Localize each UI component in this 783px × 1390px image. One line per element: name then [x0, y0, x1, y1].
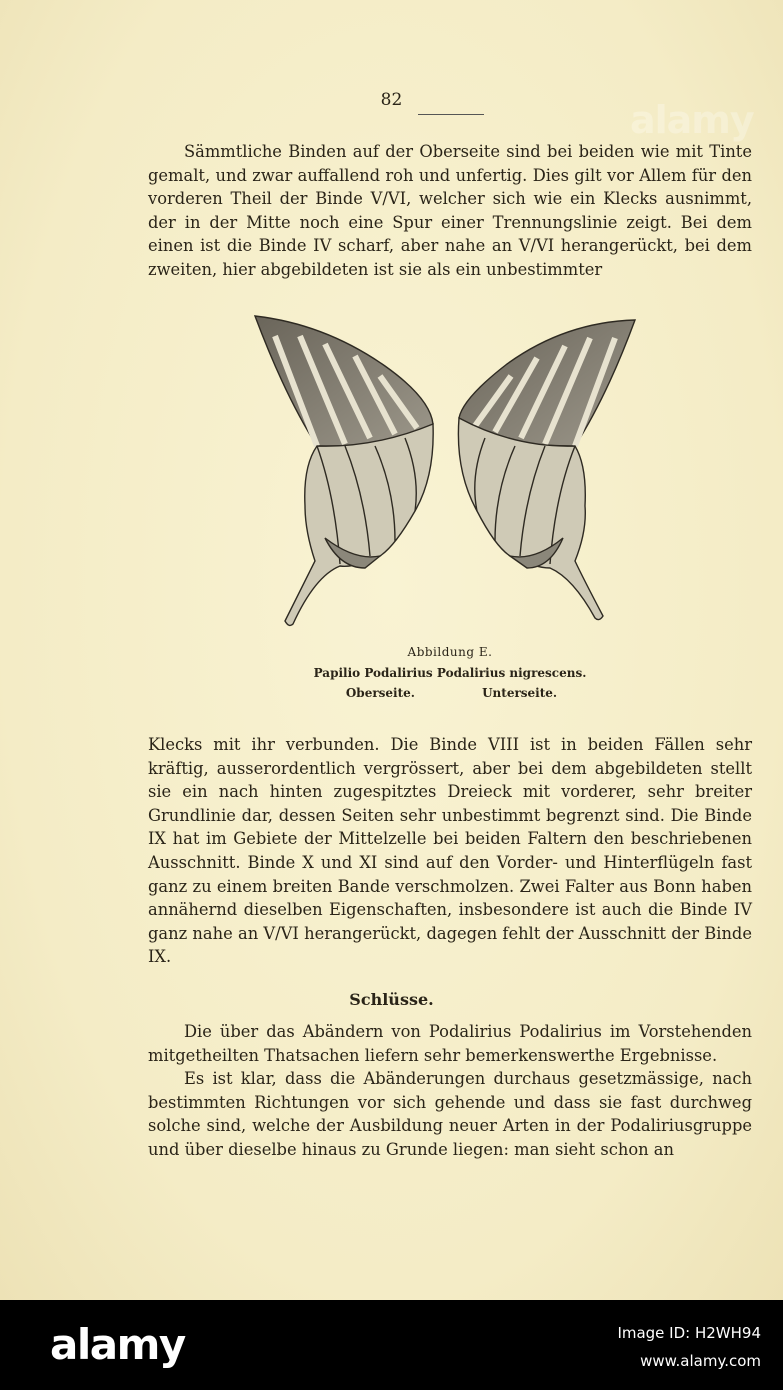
left-side-label: Oberseite. [345, 686, 415, 700]
watermark-logo: alamy [630, 98, 754, 142]
left-wings-upperside [255, 316, 433, 625]
paragraph-3-text: Die über das Abändern von Podalirius Podalirius im Vorstehenden mitgetheilten Thatsachen liefern sehr bemerkenswerthe Ergebnisse. [148, 1022, 752, 1065]
page-number-rule [418, 114, 484, 115]
paragraph-4-text: Es ist klar, dass die Abänderungen durchaus gesetzmässige, nach bestimmten Richtungen vor sich gehende und dass sie fast durchweg solche sind, welche der Ausbildung neuer Arten in der Podaliriusgruppe und über dieselbe hinaus zu Grunde liegen: man sieht schon an [148, 1069, 752, 1159]
butterfly-wings-illustration [245, 306, 645, 631]
right-side-label: Unterseite. [482, 686, 558, 700]
right-wings-underside [458, 320, 635, 620]
alamy-logo[interactable]: alamy [50, 1320, 185, 1369]
section-heading: Schlüsse. [349, 990, 434, 1009]
figure-label: Abbildung E. [407, 645, 493, 659]
paragraph-2 [148, 733, 752, 969]
paragraph-2-text: Klecks mit ihr verbunden. Die Binde VIII ist in beiden Fällen sehr kräftig, ausserordentlich vergrössert, aber bei dem abgebildeten stellt sie ein nach hinten zugespitztes Dreieck mit vorderer, sehr breiter Grundlinie dar, dessen Seiten sehr unbestimmt begrenzt sind. Die Binde IX hat im Gebiete der Mittelzelle bei beiden Faltern den beschriebenen Ausschnitt. Binde X und XI sind auf den Vorder- und Hinterflügeln fast ganz zu einem breiten Bande verschmolzen. Zwei Falter aus Bonn haben annähernd dieselben Eigenschaften, insbesondere ist auch die Binde IV ganz nahe an V/VI herangerückt, dagegen fehlt der Ausschnitt der Binde IX. [148, 735, 752, 967]
paragraph-1 [148, 140, 752, 282]
paragraph-1-text: Sämmtliche Binden auf der Oberseite sind bei beiden wie mit Tinte gemalt, und zwar auffallend roh und unfertig. Dies gilt vor Allem für den vorderen Theil der Binde V/VI, welcher sich wie ein Klecks ausnimmt, der in der Mitte noch eine Spur einer Trennungslinie zeigt. Bei dem einen ist die Binde IV scharf, aber nahe an V/VI herangerückt, bei dem zweiten, hier abgebildeten ist sie als ein unbestimmter [148, 142, 752, 279]
image-id: Image ID: H2WH94 [617, 1324, 761, 1342]
stock-photo-footer [0, 1300, 783, 1390]
page-number: 82 [380, 90, 403, 110]
site-link[interactable]: www.alamy.com [640, 1352, 761, 1370]
figure-title: Papilio Podalirius Podalirius nigrescens. [313, 666, 587, 680]
figure-side-labels [300, 686, 600, 700]
paragraph-3-4 [148, 1020, 752, 1162]
